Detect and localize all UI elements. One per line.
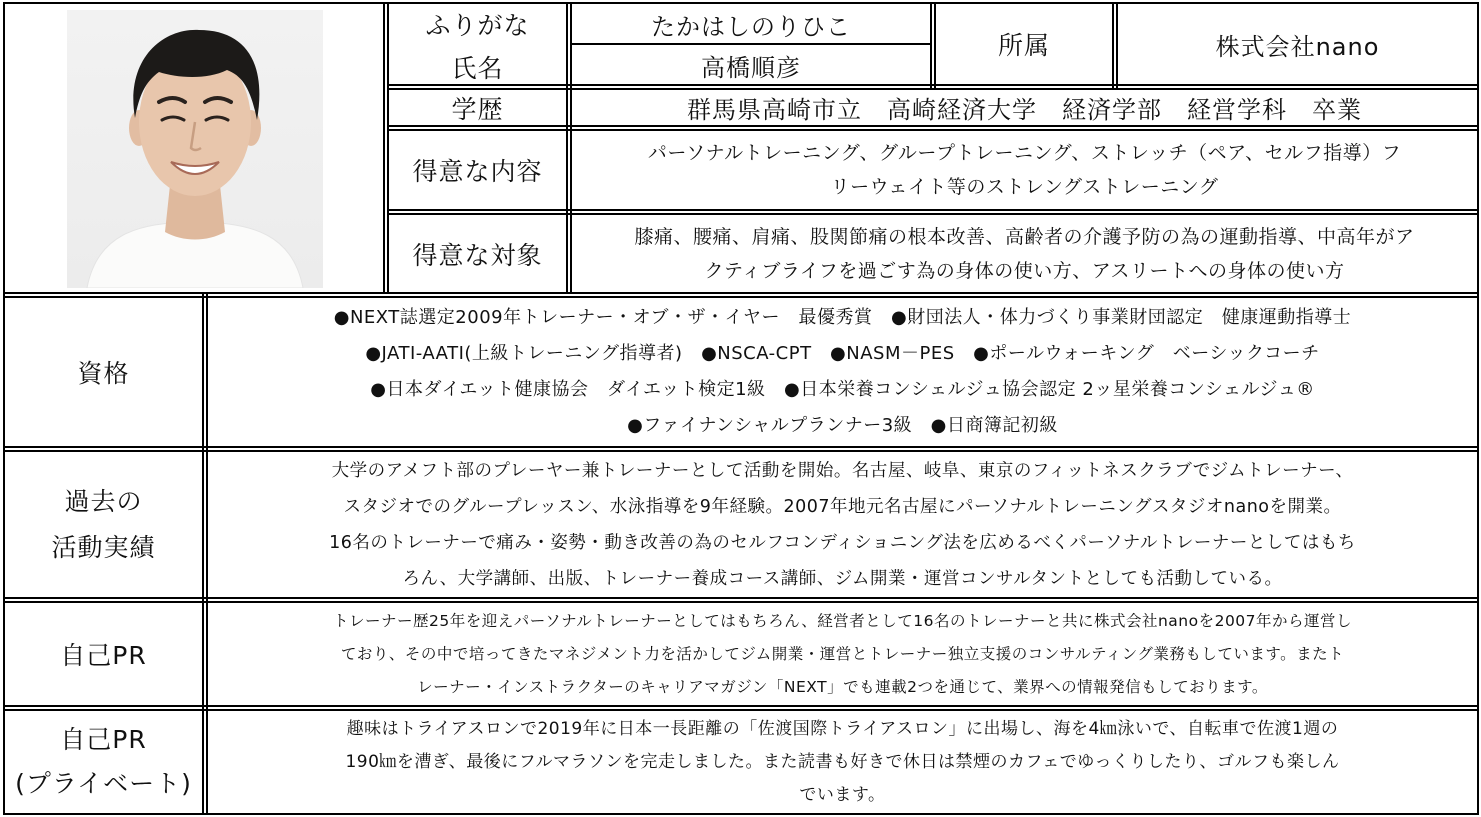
history-line: 大学のアメフト部のプレーヤー兼トレーナーとして活動を開始。名古屋、岐阜、東京のフィットネスクラブでジムトレーナー、 <box>331 460 1354 481</box>
target-line: 膝痛、腰痛、肩痛、股関節痛の根本改善、高齢者の介護予防の為の運動指導、中高年がア <box>634 225 1415 248</box>
name-value: 高橋順彦 <box>701 53 801 82</box>
affiliation-value: 株式会社nano <box>1215 32 1380 61</box>
target-line: クティブライフを過ごす為の身体の使い方、アスリートへの身体の使い方 <box>704 259 1345 282</box>
specialty-value <box>572 131 1477 209</box>
self-pr-line: ており、その中で培ってきたマネジメント力を活かしてジム開業・運営とトレーナー独立支援のコンサルティング業務もしています。またト <box>340 644 1345 663</box>
self-pr-text <box>208 603 1477 705</box>
person-portrait-icon <box>67 10 323 288</box>
affiliation-label: 所属 <box>997 31 1050 60</box>
qualifications-label: 資格 <box>77 359 130 388</box>
self-pr-private-text <box>208 711 1477 813</box>
specialty-line: リーウェイト等のストレングストレーニング <box>830 176 1219 198</box>
furigana-label: ふりがな <box>425 11 530 40</box>
education-value: 群馬県高崎市立 高崎経済大学 経済学部 経営学科 卒業 <box>687 96 1362 124</box>
target-value <box>572 215 1477 292</box>
self-pr-line: トレーナー歴25年を迎えパーソナルトレーナーとしてはもちろん、経営者として16名のトレーナーと共に株式会社nanoを2007年から運営し <box>332 611 1353 630</box>
qualification-line: ●ファイナンシャルプランナー3級 ●日商簿記初級 <box>627 415 1058 436</box>
furigana-value: たかはしのりひこ <box>651 12 851 41</box>
specialty-line: パーソナルトレーニング、グループトレーニング、ストレッチ（ペア、セルフ指導）フ <box>647 142 1402 164</box>
qualification-line: ●NEXT誌選定2009年トレーナー・オブ・ザ・イヤー 最優秀賞 ●財団法人・体力づくり事業財団認定 健康運動指導士 <box>333 307 1352 328</box>
qualifications-list <box>208 298 1477 446</box>
history-label: 過去の 活動実績 <box>51 486 156 562</box>
history-line: ろん、大学講師、出版、トレーナー養成コース講師、ジム開業・運営コンサルタントとしても活動している。 <box>402 568 1283 589</box>
self-pr-private-line: 趣味はトライアスロンで2019年に日本一長距離の「佐渡国際トライアスロン」に出場し、海を4㎞泳いで、自転車で佐渡1週の <box>346 718 1339 739</box>
self-pr-line: レーナー・インストラクターのキャリアマガジン「NEXT」でも連載2つを通じて、業界への情報発信もしております。 <box>417 677 1268 696</box>
education-label: 学歴 <box>451 94 504 124</box>
target-label: 得意な対象 <box>412 240 543 270</box>
self-pr-private-line: 190㎞を漕ぎ、最後にフルマラソンを完走しました。また読書も好きで休日は禁煙のカフェでゆっくりしたり、ゴルフも楽しん <box>345 751 1340 772</box>
self-pr-private-line: でいます。 <box>799 784 886 805</box>
specialty-label: 得意な内容 <box>412 157 543 186</box>
history-text <box>208 452 1477 597</box>
qualification-line: ●JATI-AATI(上級トレーニング指導者) ●NSCA-CPT ●NASM－PES ●ポールウォーキング ベーシックコーチ <box>365 343 1320 364</box>
qualification-line: ●日本ダイエット健康協会 ダイエット検定1級 ●日本栄養コンシェルジュ協会認定 2ッ星栄養コンシェルジュ® <box>370 379 1315 400</box>
self-pr-label: 自己PR <box>60 641 147 670</box>
self-pr-private-label: 自己PR (プライベート) <box>15 725 192 798</box>
profile-photo <box>67 10 323 288</box>
history-line: 16名のトレーナーで痛み・姿勢・動き改善の為のセルフコンディショニング法を広めるべくパーソナルトレーナーとしてはもち <box>329 532 1356 553</box>
history-line: スタジオでのグループレッスン、水泳指導を9年経験。2007年地元名古屋にパーソナルトレーニングスタジオnanoを開業。 <box>343 496 1342 517</box>
name-label: 氏名 <box>451 54 504 83</box>
